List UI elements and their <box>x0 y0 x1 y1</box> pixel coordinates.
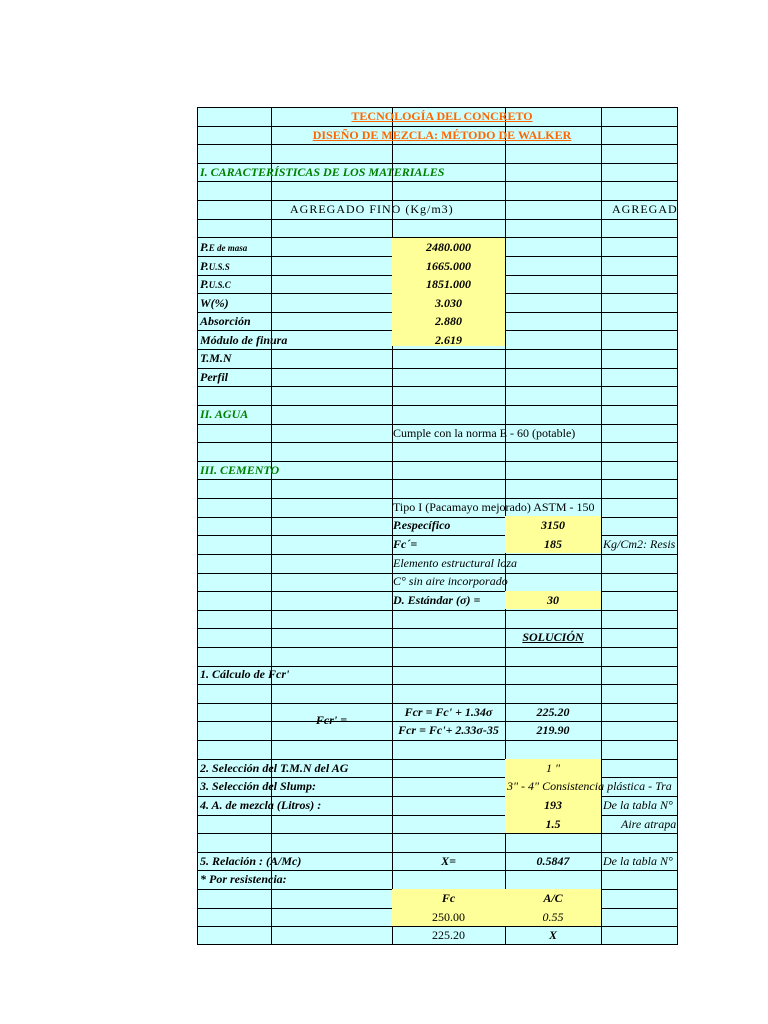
agua-text: Cumple con la norma E - 60 (potable) <box>393 426 576 440</box>
modulo-finura-label: Módulo de finura <box>200 333 288 347</box>
aire-value: 1.5 <box>545 817 561 831</box>
solucion-title: SOLUCIÓN <box>522 630 584 644</box>
fcr-value-2: 219.90 <box>536 723 570 737</box>
grid-hline <box>197 815 678 816</box>
aire-note: Aire atrapa <box>621 817 677 831</box>
puss-value: 1665.000 <box>426 259 471 273</box>
cemento-tipo: Tipo I (Pacamayo mejorado) ASTM - 150 <box>393 500 595 514</box>
paso5-note: De la tabla N° <box>603 854 673 868</box>
destandar-label: D. Estándar (σ) = <box>393 593 481 607</box>
grid-hline <box>197 368 678 369</box>
agregado-grueso-header: AGREGAD <box>612 202 678 216</box>
table-header-fc: Fc <box>441 891 456 905</box>
pesp-label: P.específico <box>393 518 451 532</box>
absorcion-label: Absorción <box>200 314 251 328</box>
table-cell: 250.00 <box>432 910 465 924</box>
grid-hline <box>197 107 678 108</box>
grid-hline <box>197 740 678 741</box>
fc-label: Fc´= <box>393 537 418 551</box>
grid-vline <box>197 107 198 945</box>
pe-value: 2480.000 <box>426 240 471 254</box>
pusc-value: 1851.000 <box>426 277 471 291</box>
grid-hline <box>197 796 678 797</box>
formula-1: Fcr = Fc' + 1.34σ <box>404 705 493 719</box>
fcr-value-1: 225.20 <box>536 705 570 719</box>
grid-hline <box>197 759 678 760</box>
formula-2: Fcr = Fc'+ 2.33σ-35 <box>398 723 499 737</box>
grid-vline <box>677 107 678 945</box>
fc-unit: Kg/Cm2: Resis <box>603 537 676 551</box>
grid-hline <box>197 442 678 443</box>
pe-label: P.E de masa <box>200 240 248 254</box>
paso3-value: 3" - 4" Consistencia plástica - Tra <box>507 779 672 793</box>
perfil-label: Perfil <box>200 370 228 384</box>
grid-hline <box>197 870 678 871</box>
grid-hline <box>197 944 678 945</box>
grid-hline <box>197 703 678 704</box>
pesp-value: 3150 <box>541 518 565 532</box>
grid-vline <box>271 107 272 945</box>
table-cell: 0.55 <box>542 910 564 924</box>
grid-hline <box>197 721 678 722</box>
grid-hline <box>197 610 678 611</box>
grid-hline <box>197 647 678 648</box>
section-1: I. CARACTERÍSTICAS DE LOS MATERIALES <box>200 165 445 179</box>
section-2: II. AGUA <box>200 407 249 421</box>
aire-text: C° sin aire incorporado <box>393 574 508 588</box>
title-1: TECNOLOGÍA DEL CONCRETO <box>351 109 533 123</box>
table-cell: 225.20 <box>432 928 465 942</box>
x-value: 0.5847 <box>536 854 570 868</box>
grid-hline <box>197 405 678 406</box>
grid-hline <box>197 200 678 201</box>
grid-hline <box>197 386 678 387</box>
x-label: X= <box>441 854 456 868</box>
table-header-ac: A/C <box>543 891 563 905</box>
paso2-value: 1 " <box>545 761 561 775</box>
grid-hline <box>197 833 678 834</box>
paso4-label: 4. A. de mezcla (Litros) : <box>200 798 322 812</box>
grid-hline <box>197 349 678 350</box>
grid-hline <box>197 498 678 499</box>
grid-hline <box>197 591 678 592</box>
paso1-label: 1. Cálculo de Fcr' <box>200 667 290 681</box>
grid-hline <box>197 554 678 555</box>
modulo-finura-value: 2.619 <box>435 333 462 347</box>
paso5-label: 5. Relación : (A/Mc) <box>200 854 302 868</box>
paso5-sub: * Por resistencia: <box>200 872 287 886</box>
grid-hline <box>197 424 678 425</box>
absorcion-value: 2.880 <box>435 314 462 328</box>
table-cell: X <box>548 928 557 942</box>
agregado-fino-header: AGREGADO FINO (Kg/m3) <box>290 202 454 216</box>
w-label: W(%) <box>200 296 229 310</box>
paso4-note: De la tabla N° <box>603 798 673 812</box>
destandar-value: 30 <box>547 593 559 607</box>
grid-hline <box>197 926 678 927</box>
grid-hline <box>197 684 678 685</box>
grid-hline <box>197 479 678 480</box>
elemento-text: Elemento estructural loza <box>393 556 517 570</box>
spreadsheet <box>197 107 678 945</box>
grid-hline <box>197 535 678 536</box>
paso3-label: 3. Selección del Slump: <box>200 779 316 793</box>
fcr-label: Fcr' = <box>315 713 348 727</box>
pusc-label: P.U.S.C <box>200 277 231 291</box>
grid-vline <box>601 107 602 945</box>
section-3: III. CEMENTO <box>200 463 280 477</box>
grid-hline <box>197 126 678 127</box>
grid-hline <box>197 461 678 462</box>
grid-hline <box>197 852 678 853</box>
grid-hline <box>197 628 678 629</box>
fc-value: 185 <box>544 537 562 551</box>
grid-hline <box>197 777 678 778</box>
cell-highlight <box>392 238 505 346</box>
grid-hline <box>197 219 678 220</box>
paso2-label: 2. Selección del T.M.N del AG <box>200 761 349 775</box>
grid-hline <box>197 163 678 164</box>
title-2: DISEÑO DE MEZCLA: MÉTODO DE WALKER <box>312 128 572 142</box>
grid-hline <box>197 144 678 145</box>
tmn-label: T.M.N <box>200 351 232 365</box>
w-value: 3.030 <box>435 296 462 310</box>
grid-hline <box>197 181 678 182</box>
puss-label: P.U.S.S <box>200 259 230 273</box>
paso4-value: 193 <box>544 798 562 812</box>
